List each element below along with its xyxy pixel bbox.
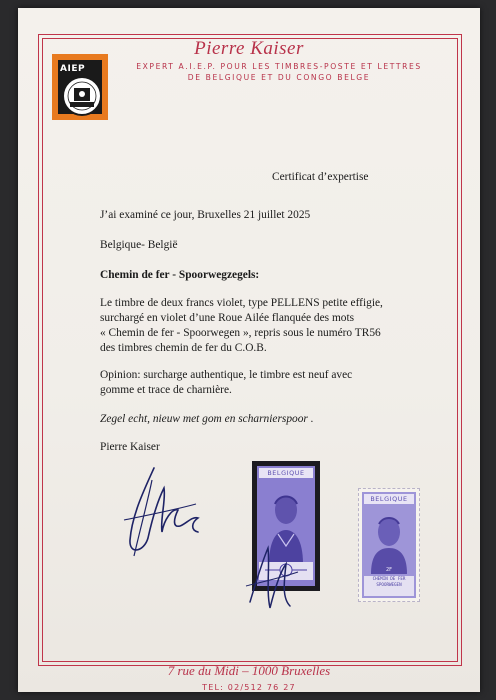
stamp-value: 2F bbox=[385, 567, 393, 573]
dutch-opinion: Zegel echt, nieuw met gom en scharnierspoor . bbox=[100, 413, 314, 425]
country-line: Belgique- België bbox=[100, 239, 178, 251]
overprint-line: CHEMIN DE FER bbox=[372, 576, 406, 581]
opinion-line: gomme et trace de charnière. bbox=[100, 384, 232, 396]
stamp-loose bbox=[358, 488, 420, 602]
certificate-title: Certificat d’expertise bbox=[272, 171, 369, 183]
aiep-logo bbox=[52, 54, 108, 120]
footer-phone: TEL: 02/512 76 27 bbox=[202, 683, 296, 692]
description-line: des timbres chemin de fer du C.O.B. bbox=[100, 342, 267, 354]
king-portrait-icon bbox=[367, 508, 411, 574]
description-line: Le timbre de deux francs violet, type PELLENS petite effigie, bbox=[100, 297, 383, 309]
signature-mark bbox=[114, 460, 206, 564]
certificate-paper bbox=[18, 8, 480, 692]
stamp-signature-mark bbox=[240, 542, 304, 616]
footer-address: 7 rue du Midi – 1000 Bruxelles bbox=[167, 663, 331, 678]
logo-letters: AIEP bbox=[60, 64, 86, 74]
expert-subtitle-line2: DE BELGIQUE ET DU CONGO BELGE bbox=[187, 73, 371, 82]
opinion-line: Opinion: surcharge authentique, le timbre est neuf avec bbox=[100, 369, 353, 381]
expert-subtitle-line1: EXPERT A.I.E.P. POUR LES TIMBRES-POSTE ET LETTRES bbox=[136, 62, 422, 71]
signer-name: Pierre Kaiser bbox=[100, 441, 160, 453]
seal-icon bbox=[62, 76, 102, 116]
description-line: surchargé en violet d’une Roue Ailée flanquée des mots bbox=[100, 312, 355, 324]
overprint-line: SPOORWEGEN bbox=[376, 582, 402, 587]
expert-name-heading: Pierre Kaiser bbox=[194, 38, 304, 59]
exam-intro: J’ai examiné ce jour, Bruxelles 21 juillet 2025 bbox=[100, 209, 311, 221]
description-line: « Chemin de fer - Spoorwegen », repris sous le numéro TR56 bbox=[100, 327, 381, 339]
stamp-country: BELGIQUE bbox=[364, 494, 414, 504]
stamp-country: BELGIQUE bbox=[259, 468, 313, 478]
section-heading: Chemin de fer - Spoorwegzegels: bbox=[100, 269, 260, 281]
